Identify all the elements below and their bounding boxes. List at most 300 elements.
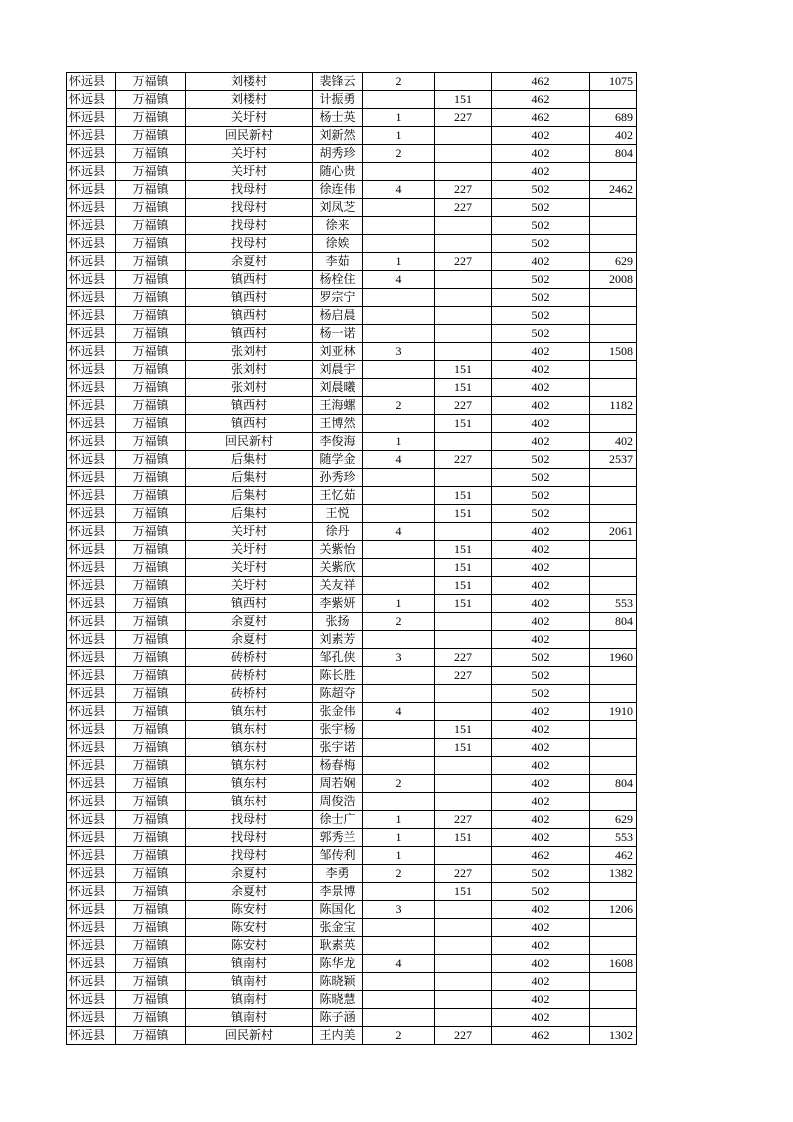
total-amount-cell: 462 [590, 847, 637, 865]
household-size-cell [363, 217, 435, 235]
village-cell: 镇南村 [186, 955, 313, 973]
village-cell: 余夏村 [186, 865, 313, 883]
table-row [67, 883, 637, 901]
total-amount-cell: 629 [590, 253, 637, 271]
village-cell: 镇西村 [186, 307, 313, 325]
total-amount-cell: 804 [590, 613, 637, 631]
subsidy-cell: 227 [435, 1027, 492, 1045]
town-cell: 万福镇 [116, 487, 186, 505]
name-cell: 计振勇 [313, 91, 363, 109]
base-amount-cell: 402 [492, 829, 590, 847]
total-amount-cell: 553 [590, 595, 637, 613]
name-cell: 陈超夺 [313, 685, 363, 703]
total-amount-cell: 1960 [590, 649, 637, 667]
household-size-cell [363, 721, 435, 739]
town-cell: 万福镇 [116, 253, 186, 271]
table-row [67, 811, 637, 829]
total-amount-cell: 402 [590, 127, 637, 145]
village-cell: 关圩村 [186, 559, 313, 577]
village-cell: 镇东村 [186, 757, 313, 775]
village-cell: 关圩村 [186, 523, 313, 541]
total-amount-cell: 1075 [590, 73, 637, 91]
town-cell: 万福镇 [116, 505, 186, 523]
household-size-cell: 1 [363, 253, 435, 271]
subsidy-cell: 227 [435, 397, 492, 415]
table-row [67, 235, 637, 253]
base-amount-cell: 402 [492, 703, 590, 721]
subsidy-cell: 151 [435, 829, 492, 847]
name-cell: 张金伟 [313, 703, 363, 721]
subsidy-cell: 151 [435, 505, 492, 523]
household-size-cell: 2 [363, 865, 435, 883]
town-cell: 万福镇 [116, 703, 186, 721]
county-cell: 怀远县 [67, 883, 116, 901]
town-cell: 万福镇 [116, 145, 186, 163]
village-cell: 余夏村 [186, 613, 313, 631]
household-size-cell [363, 577, 435, 595]
household-size-cell: 4 [363, 271, 435, 289]
name-cell: 裴锋云 [313, 73, 363, 91]
base-amount-cell: 402 [492, 559, 590, 577]
town-cell: 万福镇 [116, 595, 186, 613]
total-amount-cell [590, 289, 637, 307]
county-cell: 怀远县 [67, 505, 116, 523]
village-cell: 砖桥村 [186, 649, 313, 667]
village-cell: 余夏村 [186, 631, 313, 649]
base-amount-cell: 402 [492, 937, 590, 955]
base-amount-cell: 502 [492, 649, 590, 667]
household-size-cell: 2 [363, 1027, 435, 1045]
total-amount-cell [590, 919, 637, 937]
village-cell: 砖桥村 [186, 667, 313, 685]
subsidy-cell: 227 [435, 865, 492, 883]
town-cell: 万福镇 [116, 559, 186, 577]
name-cell: 李紫妍 [313, 595, 363, 613]
subsidy-cell: 151 [435, 595, 492, 613]
county-cell: 怀远县 [67, 595, 116, 613]
subsidy-cell: 227 [435, 649, 492, 667]
base-amount-cell: 502 [492, 307, 590, 325]
subsidy-cell [435, 217, 492, 235]
village-cell: 关圩村 [186, 145, 313, 163]
table-row [67, 901, 637, 919]
total-amount-cell [590, 379, 637, 397]
table-row [67, 829, 637, 847]
table-row [67, 559, 637, 577]
total-amount-cell: 1206 [590, 901, 637, 919]
town-cell: 万福镇 [116, 109, 186, 127]
base-amount-cell: 462 [492, 109, 590, 127]
name-cell: 郭秀兰 [313, 829, 363, 847]
household-size-cell: 1 [363, 829, 435, 847]
town-cell: 万福镇 [116, 955, 186, 973]
town-cell: 万福镇 [116, 1027, 186, 1045]
village-cell: 找母村 [186, 847, 313, 865]
town-cell: 万福镇 [116, 127, 186, 145]
total-amount-cell [590, 415, 637, 433]
table-row [67, 91, 637, 109]
base-amount-cell: 402 [492, 757, 590, 775]
town-cell: 万福镇 [116, 325, 186, 343]
town-cell: 万福镇 [116, 721, 186, 739]
base-amount-cell: 502 [492, 883, 590, 901]
household-size-cell: 2 [363, 73, 435, 91]
base-amount-cell: 462 [492, 73, 590, 91]
total-amount-cell [590, 235, 637, 253]
table-row [67, 325, 637, 343]
subsidy-cell: 227 [435, 253, 492, 271]
name-cell: 孙秀珍 [313, 469, 363, 487]
county-cell: 怀远县 [67, 343, 116, 361]
village-cell: 镇南村 [186, 973, 313, 991]
village-cell: 陈安村 [186, 901, 313, 919]
name-cell: 李茹 [313, 253, 363, 271]
town-cell: 万福镇 [116, 1009, 186, 1027]
subsidy-cell [435, 847, 492, 865]
village-cell: 镇西村 [186, 595, 313, 613]
table-row [67, 919, 637, 937]
total-amount-cell [590, 721, 637, 739]
base-amount-cell: 502 [492, 685, 590, 703]
county-cell: 怀远县 [67, 775, 116, 793]
table-row [67, 541, 637, 559]
county-cell: 怀远县 [67, 559, 116, 577]
table-row [67, 955, 637, 973]
base-amount-cell: 402 [492, 541, 590, 559]
county-cell: 怀远县 [67, 361, 116, 379]
base-amount-cell: 502 [492, 487, 590, 505]
total-amount-cell [590, 1009, 637, 1027]
total-amount-cell [590, 163, 637, 181]
county-cell: 怀远县 [67, 991, 116, 1009]
household-size-cell [363, 991, 435, 1009]
subsidy-cell [435, 757, 492, 775]
village-cell: 余夏村 [186, 253, 313, 271]
name-cell: 刘凤芝 [313, 199, 363, 217]
town-cell: 万福镇 [116, 829, 186, 847]
total-amount-cell: 2008 [590, 271, 637, 289]
base-amount-cell: 402 [492, 811, 590, 829]
subsidy-cell: 227 [435, 811, 492, 829]
total-amount-cell: 1382 [590, 865, 637, 883]
base-amount-cell: 402 [492, 577, 590, 595]
subsidy-cell [435, 73, 492, 91]
county-cell: 怀远县 [67, 757, 116, 775]
table-row [67, 595, 637, 613]
base-amount-cell: 502 [492, 271, 590, 289]
table-row [67, 73, 637, 91]
name-cell: 李勇 [313, 865, 363, 883]
subsidy-cell: 227 [435, 199, 492, 217]
subsidy-cell [435, 937, 492, 955]
village-cell: 镇西村 [186, 397, 313, 415]
town-cell: 万福镇 [116, 775, 186, 793]
village-cell: 余夏村 [186, 883, 313, 901]
household-size-cell: 3 [363, 343, 435, 361]
total-amount-cell [590, 199, 637, 217]
base-amount-cell: 502 [492, 469, 590, 487]
base-amount-cell: 402 [492, 397, 590, 415]
name-cell: 张宇杨 [313, 721, 363, 739]
village-cell: 后集村 [186, 487, 313, 505]
total-amount-cell [590, 469, 637, 487]
household-size-cell [363, 793, 435, 811]
county-cell: 怀远县 [67, 739, 116, 757]
total-amount-cell: 553 [590, 829, 637, 847]
name-cell: 刘素芳 [313, 631, 363, 649]
name-cell: 关紫怡 [313, 541, 363, 559]
household-size-cell [363, 325, 435, 343]
table-row [67, 937, 637, 955]
name-cell: 陈长胜 [313, 667, 363, 685]
total-amount-cell [590, 685, 637, 703]
table-row [67, 1009, 637, 1027]
subsidy-cell: 151 [435, 415, 492, 433]
subsidy-cell: 227 [435, 451, 492, 469]
town-cell: 万福镇 [116, 91, 186, 109]
base-amount-cell: 402 [492, 127, 590, 145]
household-size-cell [363, 685, 435, 703]
subsidy-cell: 151 [435, 91, 492, 109]
subsidy-cell [435, 703, 492, 721]
county-cell: 怀远县 [67, 235, 116, 253]
household-size-cell: 2 [363, 775, 435, 793]
county-cell: 怀远县 [67, 163, 116, 181]
base-amount-cell: 502 [492, 667, 590, 685]
subsidy-cell: 151 [435, 361, 492, 379]
town-cell: 万福镇 [116, 163, 186, 181]
name-cell: 徐丹 [313, 523, 363, 541]
subsidy-cell: 151 [435, 883, 492, 901]
village-cell: 回民新村 [186, 433, 313, 451]
household-size-cell: 4 [363, 523, 435, 541]
town-cell: 万福镇 [116, 469, 186, 487]
county-cell: 怀远县 [67, 937, 116, 955]
town-cell: 万福镇 [116, 451, 186, 469]
subsidy-cell [435, 235, 492, 253]
base-amount-cell: 502 [492, 235, 590, 253]
village-cell: 刘楼村 [186, 73, 313, 91]
household-size-cell [363, 1009, 435, 1027]
village-cell: 镇西村 [186, 271, 313, 289]
town-cell: 万福镇 [116, 613, 186, 631]
county-cell: 怀远县 [67, 379, 116, 397]
town-cell: 万福镇 [116, 793, 186, 811]
total-amount-cell: 402 [590, 433, 637, 451]
table-row [67, 523, 637, 541]
town-cell: 万福镇 [116, 757, 186, 775]
county-cell: 怀远县 [67, 271, 116, 289]
town-cell: 万福镇 [116, 73, 186, 91]
table-row [67, 757, 637, 775]
base-amount-cell: 402 [492, 595, 590, 613]
total-amount-cell: 1608 [590, 955, 637, 973]
subsidy-cell: 151 [435, 487, 492, 505]
total-amount-cell: 689 [590, 109, 637, 127]
household-size-cell: 1 [363, 847, 435, 865]
table-row [67, 163, 637, 181]
table-row [67, 487, 637, 505]
name-cell: 陈子涵 [313, 1009, 363, 1027]
town-cell: 万福镇 [116, 811, 186, 829]
town-cell: 万福镇 [116, 847, 186, 865]
county-cell: 怀远县 [67, 577, 116, 595]
total-amount-cell [590, 91, 637, 109]
base-amount-cell: 502 [492, 199, 590, 217]
total-amount-cell: 629 [590, 811, 637, 829]
household-size-cell: 1 [363, 433, 435, 451]
table-row [67, 199, 637, 217]
town-cell: 万福镇 [116, 433, 186, 451]
town-cell: 万福镇 [116, 541, 186, 559]
county-cell: 怀远县 [67, 1027, 116, 1045]
subsidy-cell [435, 631, 492, 649]
county-cell: 怀远县 [67, 73, 116, 91]
household-size-cell: 4 [363, 181, 435, 199]
subsidy-cell [435, 343, 492, 361]
base-amount-cell: 502 [492, 289, 590, 307]
table-row [67, 271, 637, 289]
subsidy-cell [435, 973, 492, 991]
table-row [67, 685, 637, 703]
table-row [67, 253, 637, 271]
name-cell: 陈晓慧 [313, 991, 363, 1009]
village-cell: 后集村 [186, 451, 313, 469]
name-cell: 王海螺 [313, 397, 363, 415]
county-cell: 怀远县 [67, 919, 116, 937]
town-cell: 万福镇 [116, 199, 186, 217]
total-amount-cell [590, 667, 637, 685]
base-amount-cell: 402 [492, 631, 590, 649]
household-size-cell: 3 [363, 901, 435, 919]
name-cell: 杨启晨 [313, 307, 363, 325]
base-amount-cell: 502 [492, 451, 590, 469]
village-cell: 关圩村 [186, 109, 313, 127]
county-cell: 怀远县 [67, 541, 116, 559]
name-cell: 徐连伟 [313, 181, 363, 199]
town-cell: 万福镇 [116, 865, 186, 883]
village-cell: 回民新村 [186, 127, 313, 145]
village-cell: 张刘村 [186, 361, 313, 379]
table-row [67, 415, 637, 433]
base-amount-cell: 402 [492, 415, 590, 433]
county-cell: 怀远县 [67, 811, 116, 829]
county-cell: 怀远县 [67, 289, 116, 307]
name-cell: 胡秀珍 [313, 145, 363, 163]
household-size-cell: 2 [363, 145, 435, 163]
household-size-cell [363, 757, 435, 775]
name-cell: 关紫欣 [313, 559, 363, 577]
name-cell: 徐士广 [313, 811, 363, 829]
county-cell: 怀远县 [67, 307, 116, 325]
name-cell: 张金宝 [313, 919, 363, 937]
village-cell: 找母村 [186, 811, 313, 829]
county-cell: 怀远县 [67, 1009, 116, 1027]
name-cell: 关友祥 [313, 577, 363, 595]
village-cell: 关圩村 [186, 577, 313, 595]
household-size-cell: 1 [363, 109, 435, 127]
village-cell: 关圩村 [186, 541, 313, 559]
county-cell: 怀远县 [67, 109, 116, 127]
base-amount-cell: 502 [492, 181, 590, 199]
town-cell: 万福镇 [116, 685, 186, 703]
base-amount-cell: 502 [492, 505, 590, 523]
table-row [67, 289, 637, 307]
county-cell: 怀远县 [67, 667, 116, 685]
subsidy-cell [435, 127, 492, 145]
base-amount-cell: 402 [492, 1009, 590, 1027]
town-cell: 万福镇 [116, 937, 186, 955]
village-cell: 镇东村 [186, 775, 313, 793]
county-cell: 怀远县 [67, 973, 116, 991]
table-row [67, 577, 637, 595]
base-amount-cell: 402 [492, 253, 590, 271]
household-size-cell [363, 379, 435, 397]
table-row [67, 379, 637, 397]
total-amount-cell [590, 883, 637, 901]
table-row [67, 613, 637, 631]
base-amount-cell: 462 [492, 1027, 590, 1045]
name-cell: 张宇诺 [313, 739, 363, 757]
name-cell: 随心贵 [313, 163, 363, 181]
table-row [67, 847, 637, 865]
county-cell: 怀远县 [67, 865, 116, 883]
household-size-cell [363, 937, 435, 955]
county-cell: 怀远县 [67, 199, 116, 217]
household-size-cell: 2 [363, 613, 435, 631]
household-size-cell [363, 415, 435, 433]
subsidy-cell [435, 955, 492, 973]
town-cell: 万福镇 [116, 919, 186, 937]
table-row [67, 775, 637, 793]
village-cell: 回民新村 [186, 1027, 313, 1045]
total-amount-cell [590, 217, 637, 235]
name-cell: 刘亚林 [313, 343, 363, 361]
village-cell: 找母村 [186, 235, 313, 253]
name-cell: 杨一诺 [313, 325, 363, 343]
subsidy-cell [435, 433, 492, 451]
subsidy-cell [435, 163, 492, 181]
household-size-cell: 4 [363, 451, 435, 469]
table-row [67, 865, 637, 883]
subsidy-cell [435, 685, 492, 703]
total-amount-cell: 804 [590, 145, 637, 163]
village-cell: 镇西村 [186, 415, 313, 433]
subsidy-cell: 151 [435, 739, 492, 757]
county-cell: 怀远县 [67, 451, 116, 469]
household-size-cell [363, 199, 435, 217]
table-row [67, 721, 637, 739]
base-amount-cell: 402 [492, 163, 590, 181]
table-body [67, 73, 637, 1045]
county-cell: 怀远县 [67, 613, 116, 631]
table-row [67, 469, 637, 487]
county-cell: 怀远县 [67, 397, 116, 415]
base-amount-cell: 402 [492, 721, 590, 739]
household-size-cell: 4 [363, 955, 435, 973]
town-cell: 万福镇 [116, 343, 186, 361]
household-size-cell [363, 163, 435, 181]
base-amount-cell: 402 [492, 775, 590, 793]
village-cell: 刘楼村 [186, 91, 313, 109]
household-size-cell [363, 361, 435, 379]
name-cell: 周若娴 [313, 775, 363, 793]
base-amount-cell: 402 [492, 901, 590, 919]
subsidy-cell [435, 793, 492, 811]
village-cell: 镇南村 [186, 1009, 313, 1027]
village-cell: 后集村 [186, 469, 313, 487]
total-amount-cell [590, 541, 637, 559]
